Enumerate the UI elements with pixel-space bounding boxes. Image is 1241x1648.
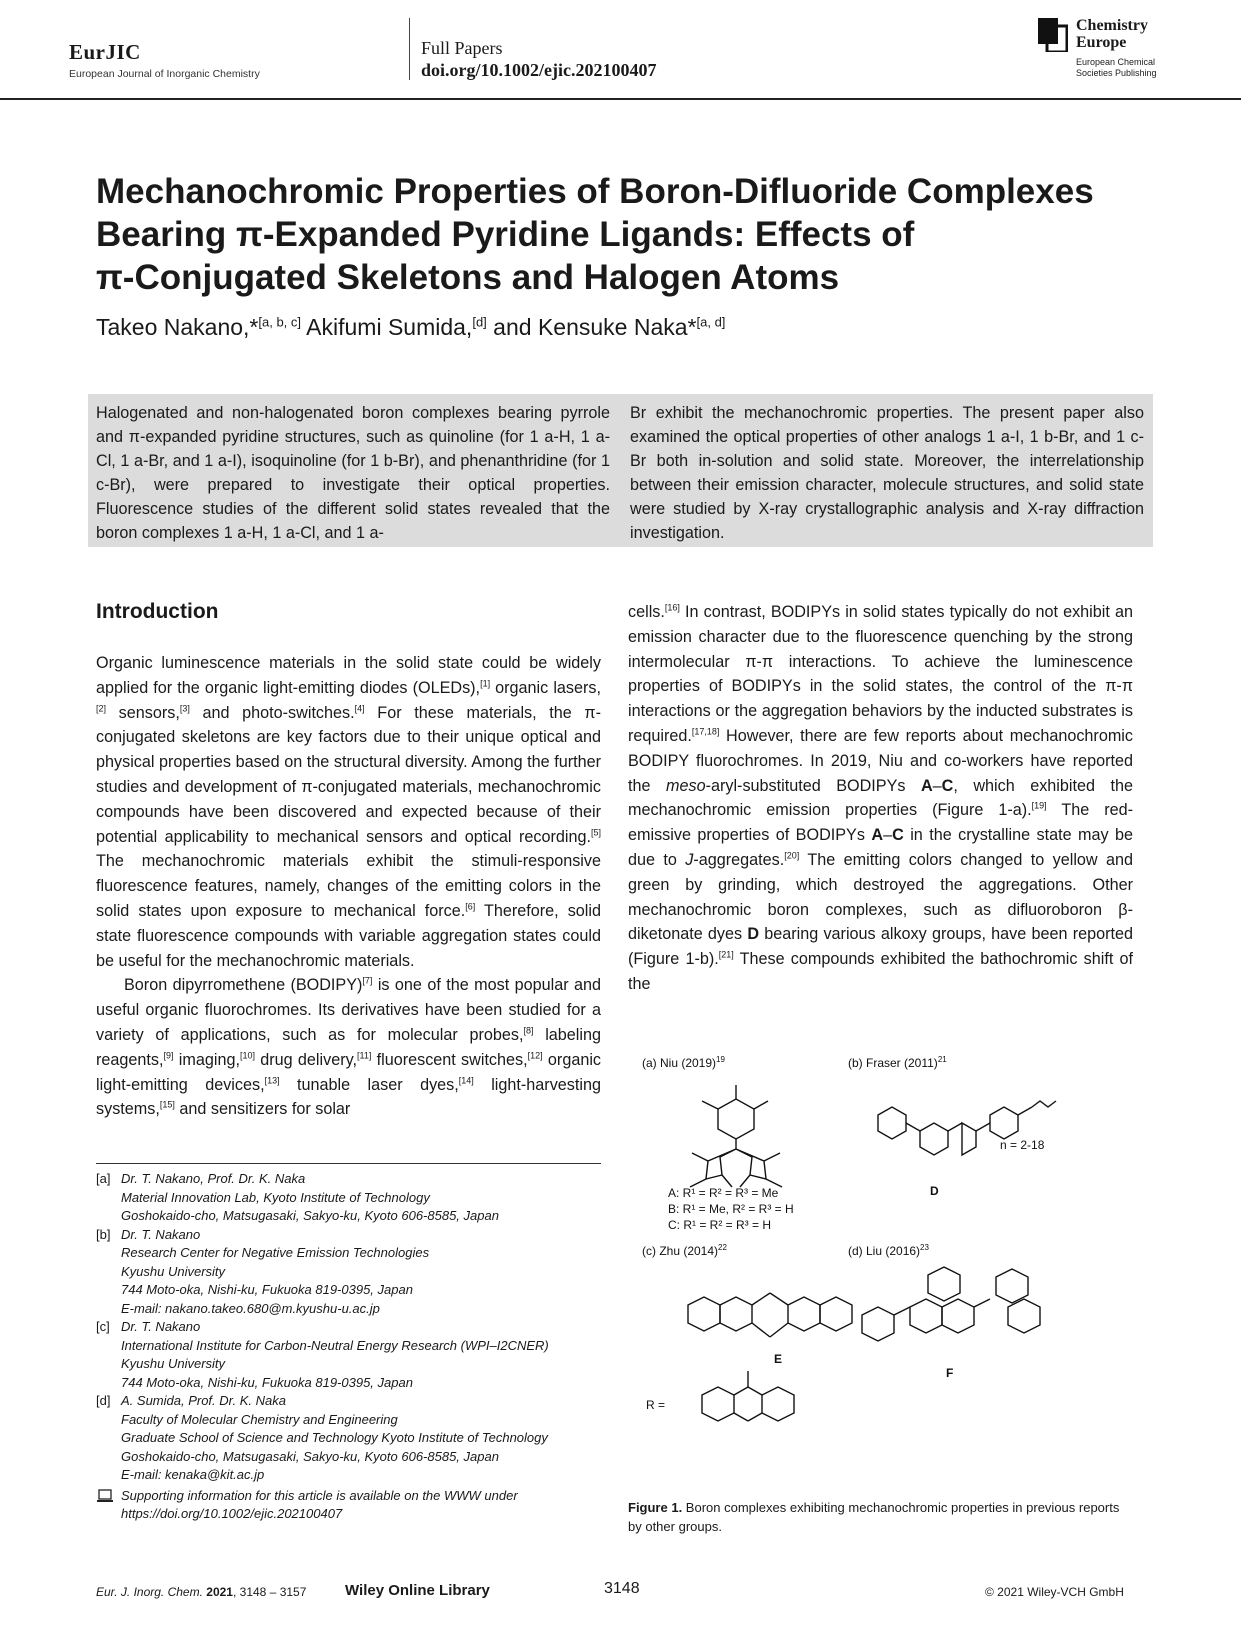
section-label: Full Papers	[421, 38, 503, 58]
email-link[interactable]: E-mail: kenaka@kit.ac.jp	[121, 1467, 265, 1482]
chain-length-label: n = 2-18	[1000, 1138, 1045, 1152]
introduction-heading: Introduction	[96, 600, 219, 623]
journal-short-title: EurJIC	[69, 40, 141, 64]
laptop-icon	[96, 1489, 114, 1503]
r-substituent-label: R =	[646, 1398, 666, 1412]
citation[interactable]: [7]	[362, 975, 373, 986]
citation[interactable]: [14]	[458, 1075, 474, 1086]
citation[interactable]: [21]	[718, 949, 734, 960]
affiliation-c: [c] Dr. T. Nakano International Institute for Carbon-Neutral Energy Research (WPI–I2CNER) Kyushu University 744 Moto-oka, Nishi-ku, Fukuoka 819-0395, Japan	[96, 1319, 549, 1390]
citation[interactable]: [5]	[590, 827, 601, 838]
intro-paragraph-2: Boron dipyrromethene (BODIPY)[7] is one of the most popular and useful organic fluorochromes. Its derivatives have been studied for a variety of applications, such as for molecular probes,[8] labeling reagents,[9] imaging,[10] drug delivery,[11] fluorescent switches,[12] organic light-emitting devices,[13] tunable laser dyes,[14] light-harvesting systems,[15] and sensitizers for solar	[96, 975, 602, 1119]
affiliation-a: [a] Dr. T. Nakano, Prof. Dr. K. Naka Material Innovation Lab, Kyoto Institute of Technology Goshokaido-cho, Matsugasaki, Sakyo-ku, Kyoto 606-8585, Japan	[96, 1171, 499, 1223]
citation[interactable]: [12]	[527, 1050, 543, 1061]
figure-1	[628, 1045, 1133, 1495]
citation[interactable]: [1]	[480, 678, 491, 689]
citation[interactable]: [6]	[465, 901, 476, 912]
compound-b-legend: B: R¹ = Me, R² = R³ = H	[668, 1202, 794, 1216]
citation[interactable]: [9]	[163, 1050, 174, 1061]
compound-d-label: D	[930, 1184, 939, 1198]
intro-paragraph-continued: cells.[16] In contrast, BODIPYs in solid states typically do not exhibit an emission character due to the fluorescence quenching by the strong intermolecular π-π interactions. To achieve the luminescence properties of BODIPYs in the solid states, the control of the π-π interactions or the aggregation behaviors by the inducted substrates is required.[17,18] However, there are few reports about mechanochromic BODIPY fluorochromes. In 2019, Niu and co-workers have reported the meso-aryl-substituted BODIPYs A–C, which exhibited the mechanochromic emission properties (Figure 1-a).[19] The red-emissive properties of BODIPYs A–C in the crystalline state may be due to J-aggregates.[20] The emitting colors changed to yellow and green by grinding, which destroyed the aggregations. Other mechanochromic boron complexes, such as difluoroboron β-diketonate dyes D bearing various alkoxy groups, have been reported (Figure 1-b).[21] These compounds exhibited the bathochromic shift of the	[628, 602, 1133, 993]
citation[interactable]: [15]	[159, 1099, 175, 1110]
email-link[interactable]: E-mail: nakano.takeo.680@m.kyushu-u.ac.jp	[121, 1300, 380, 1316]
citation[interactable]: [11]	[357, 1050, 372, 1061]
panel-c-label: (c) Zhu $(2014)^{22}$	[642, 1243, 727, 1258]
figure-caption: Figure 1. Boron complexes exhibiting mechanochromic properties in previous reports by other groups.	[628, 1500, 1120, 1534]
compound-c-legend: C: R¹ = R² = R³ = H	[668, 1218, 772, 1232]
abstract-left-column: Halogenated and non-halogenated boron complexes bearing pyrrole and π-expanded pyridine structures, such as quinoline (for 1 a-H, 1 a-Cl, 1 a-Br, and 1 a-I), isoquinoline (for 1 b-Br), and phenanthridine (for 1 c-Br), were prepared to investigate their optical properties. Fluorescence studies of the different solid states revealed that the boron complexes 1 a-H, 1 a-Cl, and 1 a-	[96, 404, 610, 542]
affiliation-footnotes	[96, 1170, 606, 1524]
supporting-info-link[interactable]: https://doi.org/10.1002/ejic.202100407	[121, 1506, 343, 1521]
compound-e-label: E	[774, 1352, 783, 1366]
citation[interactable]: [4]	[354, 703, 365, 714]
aryl-ring	[718, 1099, 754, 1139]
compound-a-legend: A: R¹ = R² = R³ = Me	[668, 1186, 779, 1200]
body-right-column	[628, 600, 1133, 997]
publisher-name: Chemistry Europe	[1076, 17, 1148, 51]
intro-paragraph-1: Organic luminescence materials in the solid state could be widely applied for the organic light-emitting diodes (OLEDs),[1] organic lasers,[2] sensors,[3] and photo-switches.[4] For these materials, the π-conjugated skeletons are key factors due to their unique optical and physical properties based on the structural diversity. Among the further studies and development of π-conjugated materials, mechanochromic compounds have been discovered and expected because of their potential applicability to mechanical sensors and optical recording.[5] The mechanochromic materials exhibit the stimuli-responsive fluorescence features, namely, changes of the emitting colors in the solid states upon exposure to mechanical force.[6] Therefore, solid state fluorescence compounds with variable aggregation states could be useful for the mechanochromic materials.	[96, 654, 601, 970]
body-left-column	[96, 651, 601, 1122]
citation[interactable]: [8]	[523, 1025, 534, 1036]
citation[interactable]: [3]	[179, 703, 190, 714]
citation[interactable]: [16]	[664, 602, 680, 613]
publisher-logo-icon	[1038, 18, 1068, 52]
citation[interactable]: [17,18]	[691, 726, 720, 737]
panel-a-label: (a) Niu $(2019)^{19}$	[642, 1055, 725, 1070]
abstract-right-column: Br exhibit the mechanochromic properties. The present paper also examined the optical properties of other analogs 1 a-I, 1 b-Br, and 1 c-Br both in-solution and solid state. Moreover, the interrelationship between their emission character, molecule structures, and solid state were studied by X-ray crystallographic analysis and X-ray diffraction investigation.	[630, 404, 1144, 542]
page-number: 3148	[604, 1580, 640, 1597]
copyright: © 2021 Wiley-VCH GmbH	[985, 1585, 1124, 1599]
citation[interactable]: [19]	[1031, 800, 1047, 811]
publisher-subtitle: European Chemical Societies Publishing	[1076, 57, 1157, 78]
doi-link[interactable]: doi.org/10.1002/ejic.202100407	[421, 60, 657, 80]
citation[interactable]: [10]	[239, 1050, 255, 1061]
footnote-rule	[96, 1163, 601, 1164]
header-divider	[409, 18, 410, 80]
panel-d-label: (d) Liu $(2016)^{23}$	[848, 1243, 929, 1258]
compound-f-label: F	[946, 1366, 954, 1380]
panel-b-label: (b) Fraser $(2011)^{21}$	[848, 1055, 947, 1070]
journal-full-title: European Journal of Inorganic Chemistry	[69, 68, 260, 80]
wiley-online-library-link[interactable]: Wiley Online Library	[345, 1582, 490, 1599]
supporting-info: Supporting information for this article is available on the WWW under https://doi.org/10.1002/ejic.202100407	[96, 1487, 606, 1524]
citation[interactable]: [13]	[264, 1075, 280, 1086]
author-list: Takeo Nakano,*[a, b, c] Akifumi Sumida,[d] and Kensuke Naka*[a, d]	[96, 314, 726, 340]
article-title: Mechanochromic Properties of Boron-Difluoride Complexes Bearing π-Expanded Pyridine Ligands: Effects of π-Conjugated Skeletons and Halogen Atoms	[96, 172, 1094, 297]
affiliation-d: [d] A. Sumida, Prof. Dr. K. Naka Faculty of Molecular Chemistry and Engineering Graduate School of Science and Technology Kyoto Institute of Technology Goshokaido-cho, Matsugasaki, Sakyo-ku, Kyoto 606-8585, Japan E-mail: kenaka@kit.ac.jp	[96, 1393, 548, 1482]
footer-citation: Eur. J. Inorg. Chem. 2021, 3148 – 3157	[96, 1585, 307, 1599]
abstract-box	[88, 394, 1153, 547]
affiliation-b: [b] Dr. T. Nakano Research Center for Negative Emission Technologies Kyushu University 744 Moto-oka, Nishi-ku, Fukuoka 819-0395, Japan E-mail: nakano.takeo.680@m.kyushu-u.ac.jp	[96, 1226, 430, 1316]
citation[interactable]: [2]	[96, 703, 107, 714]
citation[interactable]: [20]	[784, 850, 800, 861]
header-rule	[0, 98, 1241, 100]
